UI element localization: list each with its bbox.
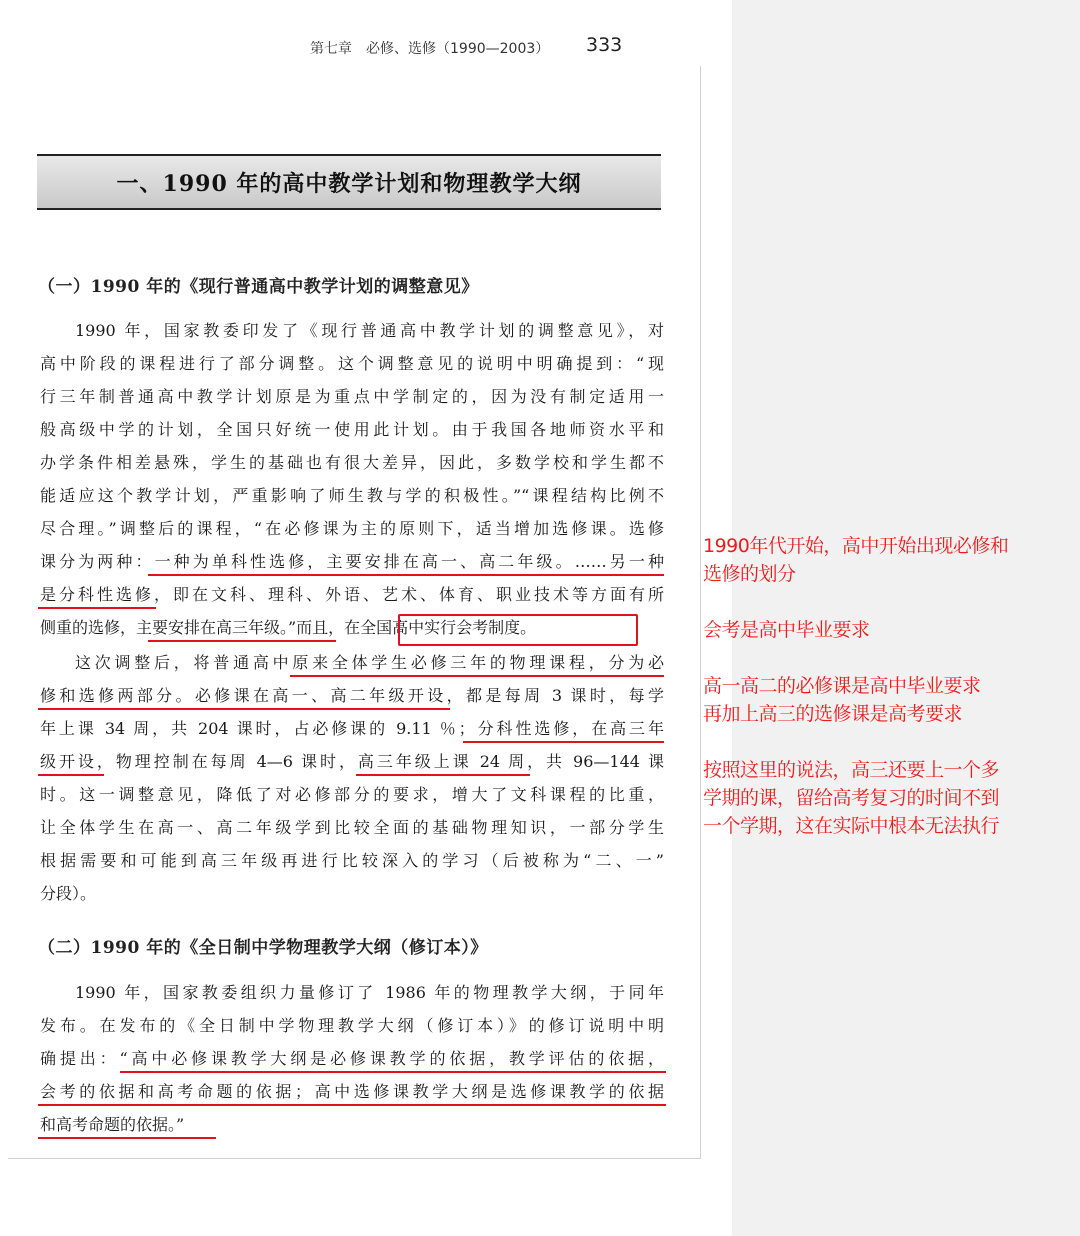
banner-title: 一、1990 年的高中教学计划和物理教学大纲 — [116, 170, 582, 197]
red-underline — [463, 741, 664, 743]
annotation-note: 再加上高三的选修课是高考要求 — [703, 703, 963, 725]
text-line: 能适应这个教学计划，严重影响了师生教与学的积极性。”“课程结构比例不 — [40, 486, 664, 505]
text-line: 1990 年，国家教委印发了《现行普通高中教学计划的调整意见》，对 — [75, 321, 664, 340]
text-line: 确提出：“高中必修课教学大纲是必修课教学的依据，教学评估的依据， — [40, 1049, 664, 1068]
chapter-section-banner — [37, 154, 661, 210]
text-line: 般高级中学的计划，全国只好统一使用此计划。由于我国各地师资水平和 — [40, 420, 664, 439]
running-head: 第七章 必修、选修（1990—2003） — [310, 41, 550, 57]
red-underline — [148, 640, 336, 642]
text-line: 发布。在发布的《全日制中学物理教学大纲（修订本）》的修订说明中明 — [40, 1016, 664, 1035]
annotation-note: 高一高二的必修课是高中毕业要求 — [703, 675, 981, 697]
text-line: 修和选修两部分。必修课在高一、高二年级开设，都是每周 3 课时，每学 — [40, 686, 664, 705]
annotation-note: 按照这里的说法，高三还要上一个多 — [703, 759, 1000, 781]
text-line: 这次调整后，将普通高中原来全体学生必修三年的物理课程，分为必 — [75, 653, 664, 672]
text-line: 会考的依据和高考命题的依据；高中选修课教学大纲是选修课教学的依据 — [40, 1082, 664, 1101]
section1-heading: （一）1990 年的《现行普通高中教学计划的调整意见》 — [38, 277, 479, 297]
annotation-note: 一个学期，这在实际中根本无法执行 — [703, 815, 1000, 837]
red-underline — [356, 774, 530, 776]
text-line: 办学条件相差悬殊，学生的基础也有很大差异，因此，多数学校和学生都不 — [40, 453, 664, 472]
text-line: 侧重的选修，主要安排在高三年级。”而且，在全国高中实行会考制度。 — [40, 618, 537, 637]
red-underline — [38, 708, 450, 710]
text-line: 高中阶段的课程进行了部分调整。这个调整意见的说明中明确提到：“现 — [40, 354, 664, 373]
text-line: 时。这一调整意见，降低了对必修部分的要求，增大了文科课程的比重， — [40, 785, 664, 804]
red-underline — [120, 1071, 666, 1073]
text-line: 和高考命题的依据。” — [40, 1115, 185, 1134]
text-line: 课分为两种：一种为单科性选修，主要安排在高一、高二年级。……另一种 — [40, 552, 664, 571]
red-underline — [38, 607, 156, 609]
text-line: 年上课 34 周，共 204 课时，占必修课的 9.11 ％；分科性选修，在高三年 — [40, 719, 664, 738]
text-line: 尽合理。”调整后的课程，“在必修课为主的原则下，适当增加选修课。选修 — [40, 519, 664, 538]
page-number: 333 — [586, 34, 623, 56]
text-line: 分段）。 — [40, 884, 97, 903]
text-line: 根据需要和可能到高三年级再进行比较深入的学习（后被称为“二、一” — [40, 851, 664, 870]
red-underline — [38, 1104, 666, 1106]
annotation-note: 1990年代开始，高中开始出现必修和 — [703, 535, 1009, 557]
red-underline — [290, 675, 664, 677]
text-line: 行三年制普通高中教学计划原是为重点中学制定的，因为没有制定适用一 — [40, 387, 664, 406]
annotation-note: 学期的课，留给高考复习的时间不到 — [703, 787, 1000, 809]
annotation-note: 会考是高中毕业要求 — [703, 619, 870, 641]
text-line: 是分科性选修，即在文科、理科、外语、艺术、体育、职业技术等方面有所 — [40, 585, 664, 604]
section2-heading: （二）1990 年的《全日制中学物理教学大纲（修订本）》 — [38, 938, 488, 958]
text-line: 级开设，物理控制在每周 4—6 课时，高三年级上课 24 周，共 96—144 课 — [40, 752, 664, 771]
text-line: 1990 年，国家教委组织力量修订了 1986 年的物理教学大纲，于同年 — [75, 983, 664, 1002]
annotation-note: 选修的划分 — [703, 563, 796, 585]
red-underline — [148, 574, 664, 576]
text-line: 让全体学生在高一、高二年级学到比较全面的基础物理知识，一部分学生 — [40, 818, 664, 837]
red-highlight-box — [398, 614, 638, 646]
red-underline — [38, 1137, 216, 1139]
red-underline — [38, 774, 104, 776]
